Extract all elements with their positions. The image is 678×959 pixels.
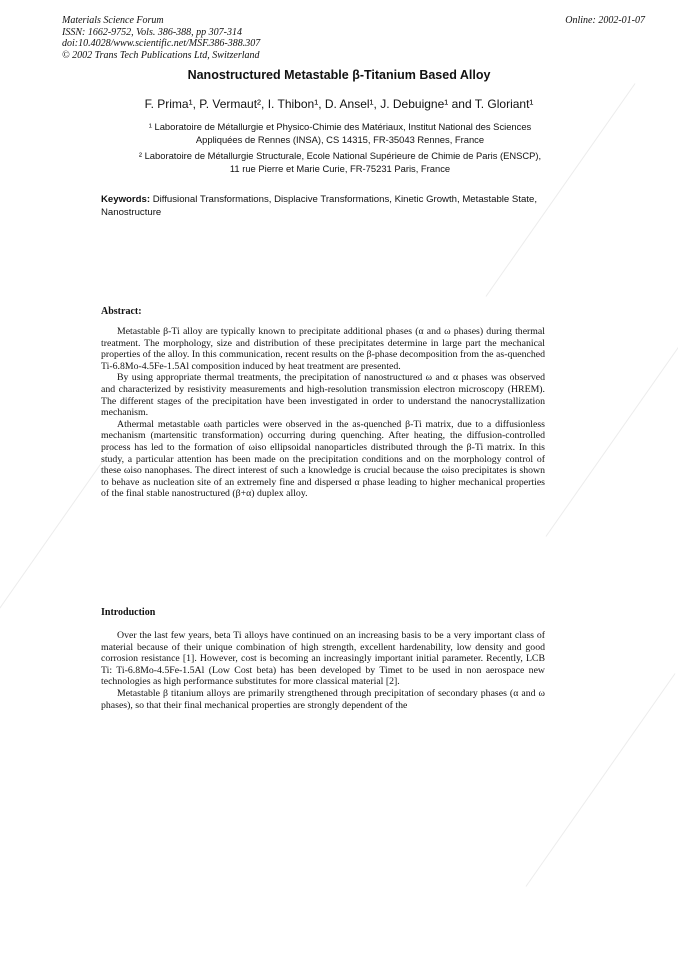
abstract-paragraph: By using appropriate thermal treatments, the precipitation of nanostructured ω and α phases was observed and characterized by resistivity measurements and high-resolution transmission electron microscopy (HREM). The different stages of the precipitation have been investigated in order to understand the nanocrystallization mechanism. [101, 372, 545, 419]
affiliation-1-line-2: Appliquées de Rennes (INSA), CS 14315, FR-35043 Rennes, France [195, 133, 485, 145]
abstract-body [101, 326, 545, 500]
paper-title: Nanostructured Metastable β-Titanium Based Alloy [187, 68, 491, 82]
affiliation-1 [90, 121, 590, 146]
abstract-paragraph: Metastable β-Ti alloy are typically known to precipitate additional phases (α and ω phases) during thermal treatment. The morphology, size and distribution of these precipitates determine in large part the mechanical properties of the alloy. In this communication, recent results on the β-phase decomposition from the as-quenched Ti-6.8Mo-4.5Fe-1.5Al composition induced by heat treatment are presented. [101, 326, 545, 372]
doi-line: doi:10.4028/www.scientific.net/MSF.386-388.307 [62, 38, 261, 49]
watermark-stroke [486, 83, 636, 297]
online-date: Online: 2002-01-07 [565, 15, 645, 26]
watermark-stroke [0, 443, 115, 657]
watermark-stroke [546, 323, 678, 537]
keywords-label: Keywords: [101, 194, 151, 205]
affiliation-1-line-1: ¹ Laboratoire de Métallurgie et Physico-Chimie des Matériaux, Institut National des Sciences [148, 121, 532, 132]
author-list: F. Prima¹, P. Vermaut², I. Thibon¹, D. Ansel¹, J. Debuigne¹ and T. Gloriant¹ [144, 97, 534, 111]
keywords-text: Diffusional Transformations, Displacive Transformations, Kinetic Growth, Metastable State, Nanostructure [101, 194, 537, 218]
journal-header [62, 15, 260, 61]
journal-name: Materials Science Forum [62, 15, 164, 26]
watermark-stroke [526, 673, 676, 887]
issn-line: ISSN: 1662-9752, Vols. 386-388, pp 307-314 [62, 26, 242, 38]
introduction-paragraph: Metastable β titanium alloys are primarily strengthened through precipitation of secondary phases (α and ω phases), so that their final mechanical properties are strongly dependent of the [101, 687, 545, 711]
affiliation-2-line-1: ² Laboratoire de Métallurgie Structurale, Ecole National Supérieure de Chimie de Paris (ENSCP), [138, 150, 542, 161]
affiliation-2 [90, 150, 590, 175]
introduction-body [101, 630, 545, 711]
abstract-paragraph: Athermal metastable ωath particles were observed in the as-quenched β-Ti matrix, due to a diffusionless mechanism (martensitic transformation) occurring during quenching. After heating, the diffusion-controlled process has led to the formation of ωiso ellipsoidal nanoparticles distributed through the β-Ti matrix. In this study, a particular attention has been made on the precipitation conditions and on the morphology control of these ωiso nanophases. The direct interest of such a knowledge is crucial because the ωiso precipitates is shown to behave as nucleation site of an extremely fine and dispersed α phase leading to higher mechanical properties of the final stable nanostructured (β+α) duplex alloy. [101, 418, 545, 500]
affiliation-2-line-2: 11 rue Pierre et Marie Curie, FR-75231 Paris, France [229, 162, 451, 174]
introduction-heading: Introduction [101, 607, 156, 618]
abstract-heading: Abstract: [101, 306, 142, 317]
introduction-paragraph: Over the last few years, beta Ti alloys have continued on an increasing basis to be a very important class of material because of their unique combination of high strength, excellent hardenability, low density and good corrosion resistance [1]. However, cost is becoming an increasingly important initial parameter. Recently, LCB Ti: Ti-6.8Mo-4.5Fe-1.5Al (Low Cost beta) has been developed by Timet to be used in non aerospace new technologies as high performance substitutes for more classical material [2]. [101, 630, 545, 688]
copyright-line: © 2002 Trans Tech Publications Ltd, Switzerland [62, 49, 260, 61]
keywords-block [101, 194, 546, 219]
